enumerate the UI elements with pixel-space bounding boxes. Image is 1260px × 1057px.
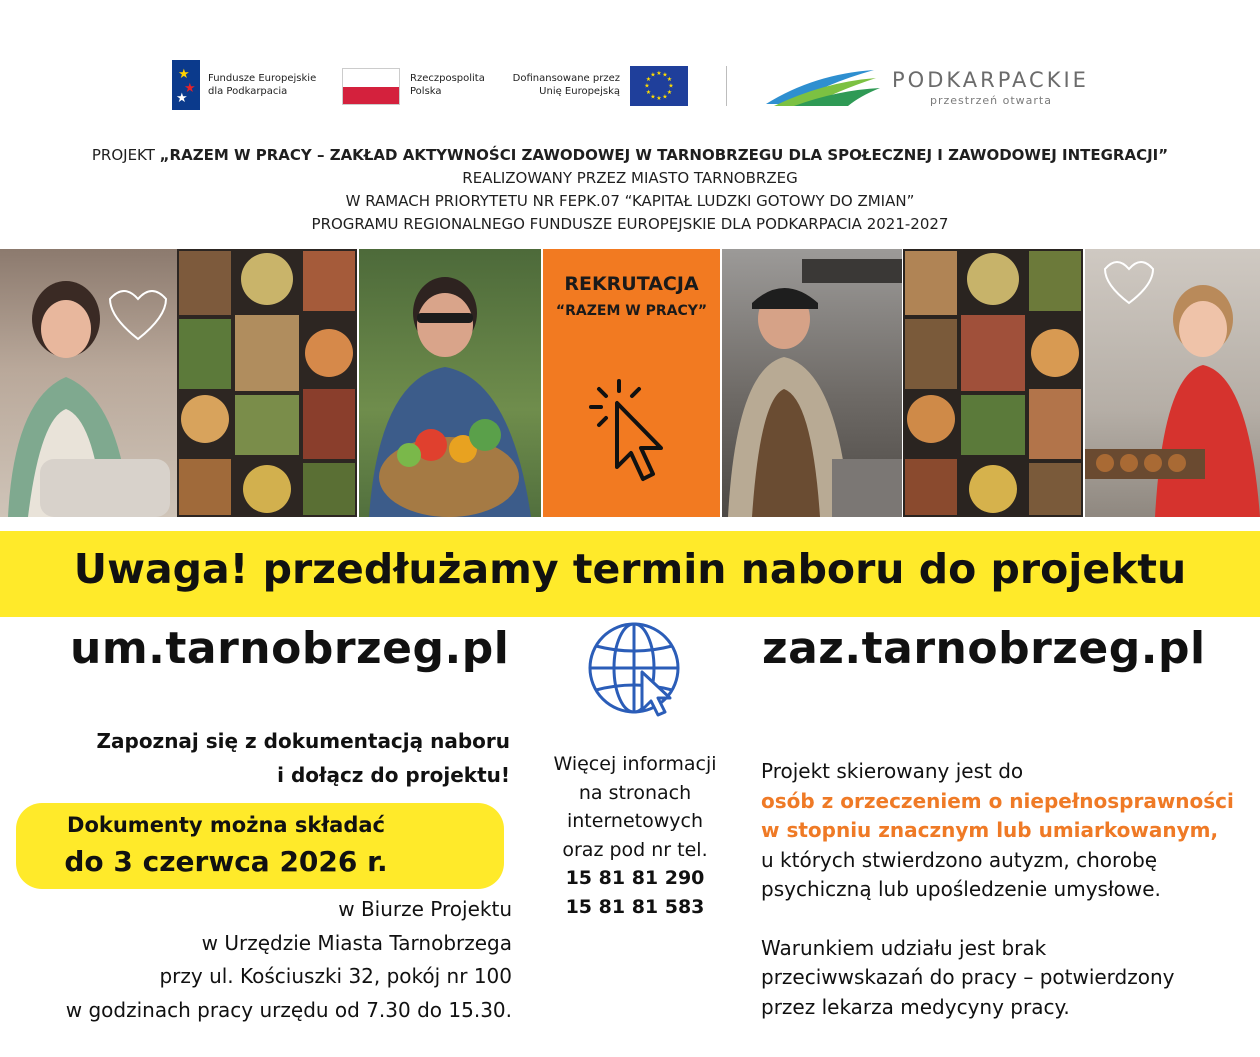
svg-text:★: ★ (666, 89, 673, 96)
header-line4: PROGRAMU REGIONALNEGO FUNDUSZE EUROPEJSKIE DLA PODKARPACIA 2021-2027 (311, 215, 949, 233)
svg-text:★: ★ (650, 93, 656, 101)
svg-text:★: ★ (645, 89, 652, 96)
info-line3: internetowych (566, 810, 703, 832)
svg-text:★: ★ (656, 95, 662, 102)
photo-woman-baker (0, 249, 177, 517)
svg-text:★: ★ (662, 93, 668, 101)
info-line2: na stronach (578, 781, 692, 804)
header-prefix: PROJEKT (91, 146, 155, 164)
office-line1: w Biurze Projektu (338, 897, 512, 921)
um-website-link[interactable]: um.tarnobrzeg.pl (70, 623, 510, 674)
banner-text: Uwaga! przedłużamy termin naboru do projektu (73, 545, 1187, 593)
condition-line3: przez lekarza medycyny pracy. (761, 994, 1070, 1019)
eligibility-highlight1: osób z orzeczeniem o niepełnosprawności (761, 788, 1234, 813)
phone-number-2[interactable]: 15 81 81 583 (565, 895, 705, 918)
poland-flag-icon (342, 68, 400, 105)
eligibility-line1: Projekt skierowany jest do (761, 759, 1024, 783)
header-line2: REALIZOWANY PRZEZ MIASTO TARNOBRZEG (462, 169, 798, 187)
info-line1: Więcej informacji (553, 753, 717, 775)
eu-logo-line2: Unię Europejską (539, 86, 620, 97)
svg-text:★: ★ (656, 70, 662, 77)
recruitment-panel[interactable] (543, 249, 720, 517)
eligibility-highlight2: w stopniu znacznym lub umiarkowanym, (761, 818, 1219, 842)
eligibility-line4: u których stwierdzono autyzm, chorobę (761, 847, 1158, 872)
lead-line1: Zapoznaj się z dokumentacją naboru (96, 729, 510, 753)
svg-text:★: ★ (662, 71, 668, 79)
logo-divider (726, 66, 727, 106)
recruitment-subtitle: “RAZEM W PRACY” (555, 303, 708, 319)
contact-info (530, 750, 740, 921)
podkarpackie-title: PODKARPACKIE (892, 68, 1089, 92)
fe-logo-icon: ★ ★ ★ (172, 60, 200, 110)
eligibility-line5: psychiczną lub upośledzenie umysłowe. (761, 877, 1161, 901)
phone-number-1[interactable]: 15 81 81 290 (565, 867, 705, 889)
globe-cursor-icon (586, 620, 688, 718)
svg-text:★: ★ (650, 71, 656, 79)
office-info (20, 893, 512, 1027)
deadline-banner (0, 531, 1260, 617)
photo-food-collage-1 (177, 249, 357, 517)
documentation-lead (40, 724, 510, 792)
photo-man-vegetables (359, 249, 541, 517)
deadline-box-date: do 3 czerwca 2026 r. (64, 845, 388, 878)
poland-logo-line1: Rzeczpospolita (410, 73, 485, 84)
office-line4: w godzinach pracy urzędu od 7.30 do 15.30. (65, 997, 512, 1022)
poland-logo (342, 68, 502, 108)
podkarpackie-logo (764, 64, 1104, 114)
podkarpackie-subtitle: przestrzeń otwarta (930, 94, 1052, 107)
project-header (0, 144, 1260, 236)
podkarpackie-logo-icon (764, 66, 882, 108)
photo-young-cook (722, 249, 902, 517)
fe-logo-line1: Fundusze Europejskie (208, 73, 317, 84)
svg-text:★: ★ (668, 82, 674, 90)
photo-food-collage-2 (903, 249, 1083, 517)
poland-logo-line2: Polska (410, 86, 442, 97)
eligibility-info (761, 757, 1251, 1022)
svg-text:★: ★ (666, 76, 673, 83)
lead-line2: i dołącz do projektu! (277, 763, 510, 787)
eu-logo (508, 66, 690, 108)
office-line2: w Urzędzie Miasta Tarnobrzega (201, 930, 512, 955)
project-title: „RAZEM W PRACY – ZAKŁAD AKTYWNOŚCI ZAWODOWEJ W TARNOBRZEGU DLA SPOŁECZNEJ I ZAWODOWEJ INTEGRACJI” (159, 146, 1169, 164)
photo-strip (0, 249, 1260, 517)
svg-text:★: ★ (644, 82, 650, 90)
photo-girl-baking (1085, 249, 1260, 517)
zaz-website-link[interactable]: zaz.tarnobrzeg.pl (762, 623, 1206, 674)
condition-line1: Warunkiem udziału jest brak (761, 935, 1047, 960)
eu-flag-icon (630, 66, 688, 106)
office-line3: przy ul. Kościuszki 32, pokój nr 100 (159, 964, 512, 988)
deadline-box (16, 803, 504, 889)
deadline-box-line1: Dokumenty można składać (67, 813, 385, 837)
cursor-click-icon (589, 377, 677, 487)
info-line4: oraz pod nr tel. (562, 838, 708, 861)
fe-logo (172, 60, 322, 112)
condition-line2: przeciwwskazań do pracy – potwierdzony (761, 965, 1175, 989)
recruitment-title: REKRUTACJA (564, 273, 699, 295)
svg-text:★: ★ (645, 76, 652, 83)
header-line3: W RAMACH PRIORYTETU NR FEPK.07 “KAPITAŁ LUDZKI GOTOWY DO ZMIAN” (345, 192, 915, 210)
fe-logo-line2: dla Podkarpacia (208, 86, 288, 97)
eu-logo-line1: Dofinansowane przez (512, 73, 620, 84)
